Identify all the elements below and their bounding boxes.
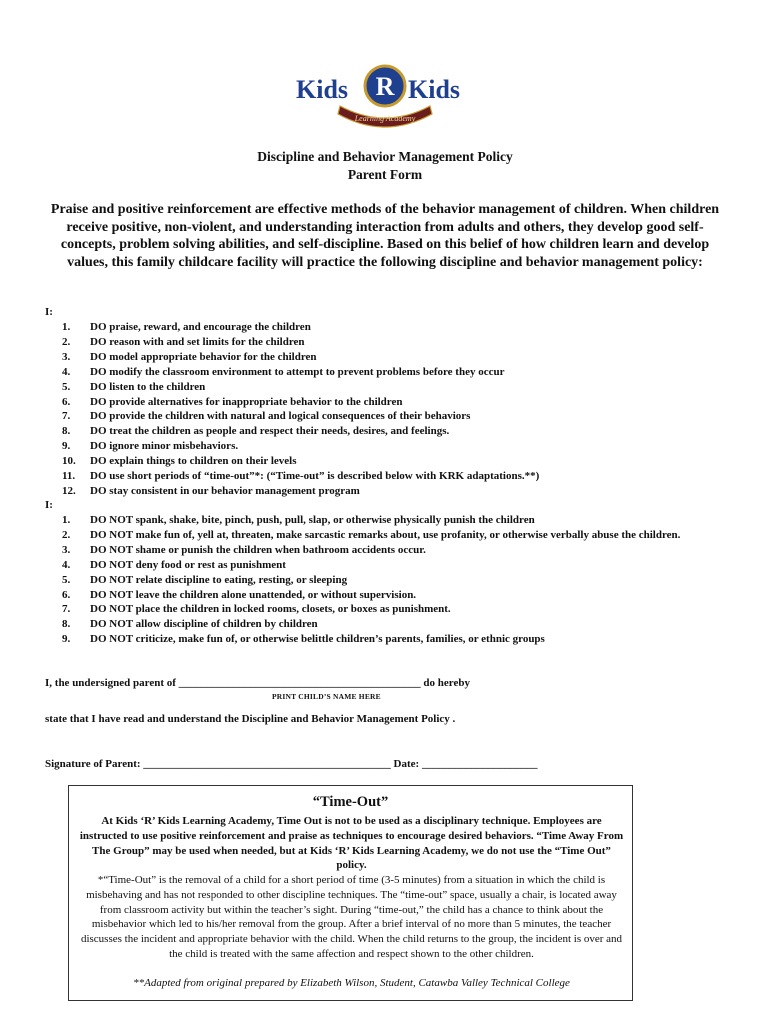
- timeout-title: “Time-Out”: [312, 794, 389, 810]
- logo-letter: R: [375, 72, 395, 101]
- donot-list: [62, 513, 727, 647]
- parent-acknowledgement-line: [45, 677, 470, 689]
- do-item: 10. DO explain things to children on their levels: [62, 455, 297, 468]
- timeout-credit: **Adapted from original prepared by Elizabeth Wilson, Student, Catawba Valley Technical College: [133, 977, 570, 989]
- donot-item: 2. DO NOT make fun of, yell at, threaten, make sarcastic remarks about, use profanity, or otherwise verbally abuse the children.: [62, 528, 681, 541]
- form-subtitle: Parent Form: [347, 167, 423, 182]
- intro-paragraph: Praise and positive reinforcement are effective methods of the behavior management of children. When children receive positive, non-violent, and understanding interaction from adults and others, they develop good self-concepts, problem solving abilities, and self-discipline. Based on this belief of how children learn and develop values, this family childcare facility will practice the following discipline and behavior management policy:: [50, 202, 720, 270]
- donot-item: 1. DO NOT spank, shake, bite, pinch, push, pull, slap, or otherwise physically punish the children: [62, 514, 535, 526]
- do-section-label: I:: [45, 306, 53, 318]
- donot-item: 6. DO NOT leave the children alone unattended, or without supervision.: [62, 588, 417, 601]
- do-item: 11. DO use short periods of “time-out”*: (“Time-out” is described below with KRK adaptations.**): [62, 470, 540, 483]
- donot-section-label: I:: [45, 499, 53, 511]
- logo-ribbon-text: Learning Academy: [354, 114, 416, 123]
- timeout-description: *“Time-Out” is the removal of a child for a short period of time (3-5 minutes) from a situation in which the child is misbehaving and has not responded to other discipline techniques. The “time-out” space, usually a chair, is located away from classroom activity but within the teacher’s sight. During “time-out,” the child has a chance to think about the misbehavior which led to his/her removal from the group. After a brief interval of no more than 5 minutes, the teacher discusses the incident and appropriate behavior with the child. When the child returns to the group, the incident is over and the child is treated with the same affection and respect shown to the other children.: [80, 874, 623, 960]
- do-item: 7. DO provide the children with natural and logical consequences of their behaviors: [62, 410, 471, 423]
- date-label: Date:: [393, 758, 420, 770]
- signature-label: Signature of Parent:: [45, 758, 141, 770]
- signature-field[interactable]: _____________________________________________: [143, 758, 391, 770]
- do-item: 5. DO listen to the children: [62, 380, 206, 393]
- signature-line: [45, 758, 537, 770]
- timeout-box: [68, 785, 633, 1001]
- donot-item: 7. DO NOT place the children in locked rooms, closets, or boxes as punishment.: [62, 603, 451, 616]
- form-title: Discipline and Behavior Management Policy: [257, 149, 513, 164]
- donot-item: 9. DO NOT criticize, make fun of, or otherwise belittle children’s parents, families, or ethnic groups: [62, 633, 545, 646]
- date-field[interactable]: _____________________: [421, 758, 538, 770]
- do-item: 4. DO modify the classroom environment to attempt to prevent problems before they occur: [62, 365, 505, 378]
- do-item: 6. DO provide alternatives for inappropriate behavior to the children: [62, 395, 403, 408]
- do-item: 12. DO stay consistent in our behavior management program: [62, 484, 360, 497]
- do-item: 1. DO praise, reward, and encourage the children: [62, 321, 311, 333]
- child-name-field[interactable]: ____________________________________________: [178, 677, 421, 689]
- do-item: 2. DO reason with and set limits for the children: [62, 335, 305, 348]
- child-name-caption: PRINT CHILD’S NAME HERE: [272, 692, 381, 701]
- logo-word-right: Kids: [408, 75, 461, 104]
- acknowledgement-statement: state that I have read and understand the Discipline and Behavior Management Policy .: [45, 713, 456, 725]
- donot-item: 8. DO NOT allow discipline of children by children: [62, 618, 318, 631]
- timeout-policy-note: At Kids ‘R’ Kids Learning Academy, Time Out is not to be used as a disciplinary technique. Employees are instructed to use positive reinforcement and praise as techniques to encourage desired behaviors. “Time Away From The Group” may be used when needed, but at Kids ‘R’ Kids Learning Academy, we do not use the “Time Out” policy.: [79, 815, 624, 872]
- kids-r-kids-logo: [290, 60, 480, 130]
- ack-prefix: I, the undersigned parent of: [45, 677, 176, 689]
- donot-item: 3. DO NOT shame or punish the children when bathroom accidents occur.: [62, 543, 426, 556]
- ack-suffix: do hereby: [423, 677, 470, 689]
- donot-item: 4. DO NOT deny food or rest as punishment: [62, 558, 286, 571]
- do-item: 3. DO model appropriate behavior for the children: [62, 350, 317, 363]
- do-item: 9. DO ignore minor misbehaviors.: [62, 440, 239, 453]
- donot-item: 5. DO NOT relate discipline to eating, resting, or sleeping: [62, 573, 348, 586]
- logo-word-left: Kids: [296, 75, 349, 104]
- do-item: 8. DO treat the children as people and respect their needs, desires, and feelings.: [62, 425, 450, 438]
- do-list: [62, 320, 727, 499]
